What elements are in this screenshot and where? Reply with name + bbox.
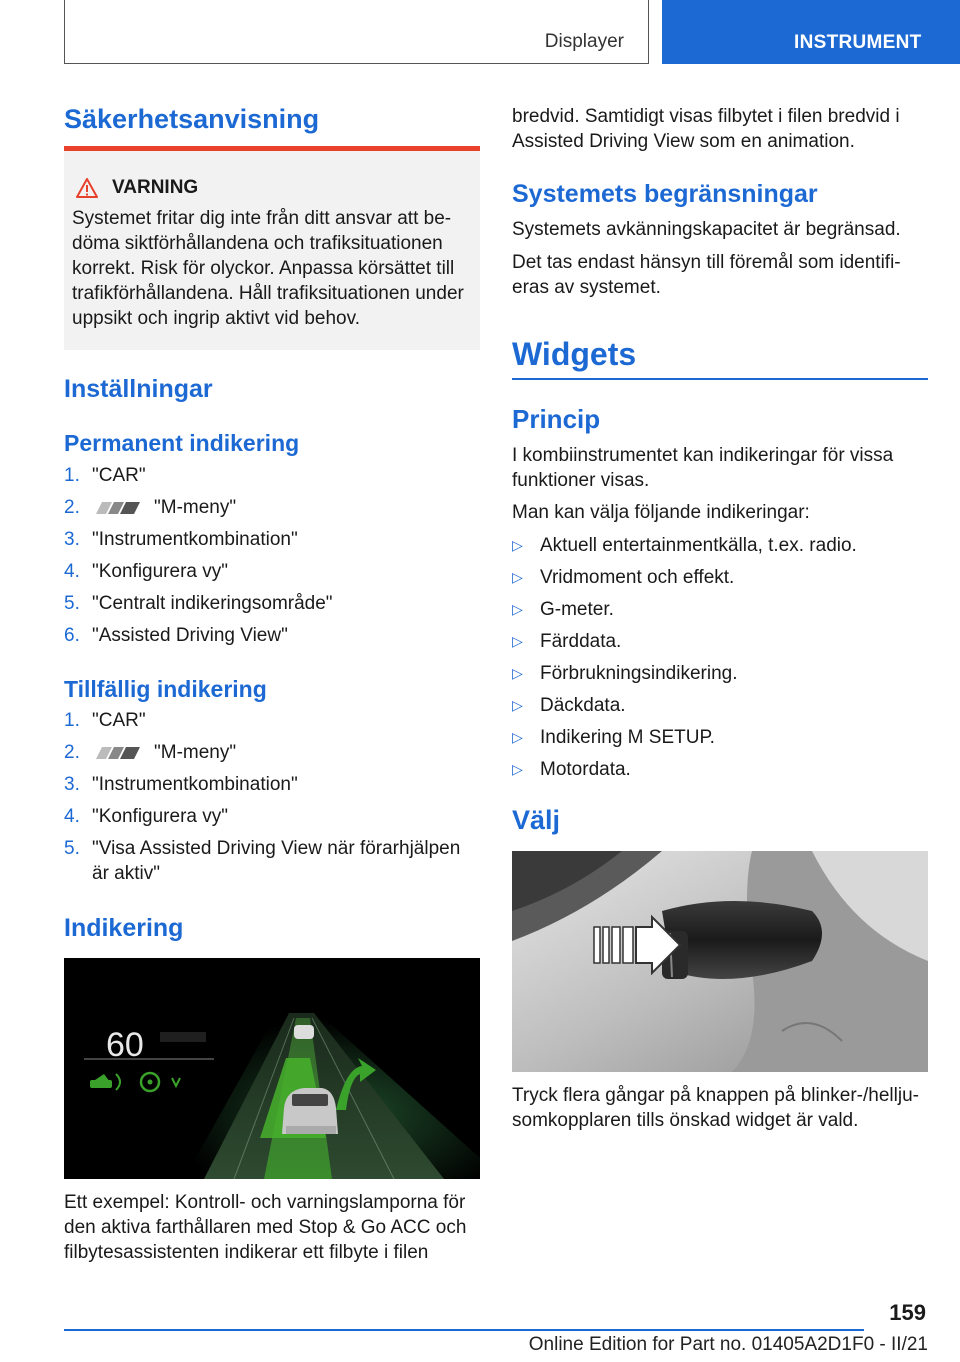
bullet-triangle-icon: ▷ [512, 537, 523, 553]
display-caption: Ett exempel: Kontroll- och varningslamporna för den aktiva farthållaren med Stop & Go ACC och filbytesassistenten indikerar ett filbyte i filen [64, 1192, 467, 1263]
widget-options-list [512, 533, 928, 789]
bullet-triangle-icon: ▷ [512, 633, 523, 649]
settings-title: Inställningar [64, 375, 213, 403]
warning-triangle-icon [76, 178, 98, 198]
principle-title: Princip [512, 404, 601, 434]
list-item: 3. "Instrumentkombination" [64, 529, 298, 550]
cluster-display-illustration [64, 958, 480, 1179]
list-item: 4. "Konfigurera vy" [64, 806, 228, 827]
temporary-steps [64, 708, 480, 893]
footer-divider [64, 1329, 864, 1331]
list-item: 1. "CAR" [64, 465, 146, 486]
principle-paragraph-2: Man kan välja följande indikeringar: [512, 502, 810, 523]
list-item: ▷ Aktuell entertainmentkälla, t.ex. radio. [512, 535, 857, 556]
safety-title: Säkerhetsanvisning [64, 104, 320, 134]
permanent-steps [64, 463, 480, 655]
assisted-driving-view-image [64, 958, 480, 1179]
limits-title: Systemets begränsningar [512, 180, 818, 208]
temporary-title: Tillfällig indikering [64, 676, 267, 702]
permanent-title: Permanent indikering [64, 430, 300, 456]
page-number: 159 [889, 1300, 926, 1325]
bullet-triangle-icon: ▷ [512, 569, 523, 585]
principle-paragraph-1: I kombiinstrumentet kan indikeringar för vissa funktioner visas. [512, 445, 894, 491]
m-logo-icon [92, 747, 140, 759]
header-section-box [64, 0, 649, 64]
turn-signal-stalk-image [512, 851, 928, 1072]
continued-text: bredvid. Samtidigt visas filbytet i filen bredvid i Assisted Driving View som en animation. [512, 106, 900, 152]
warning-label: VARNING [112, 177, 199, 198]
footer-edition: Online Edition for Part no. 01405A2D1F0 - II/21 [528, 1334, 928, 1355]
bullet-triangle-icon: ▷ [512, 601, 523, 617]
limits-paragraph-2: Det tas endast hänsyn till föremål som identifi- eras av systemet. [512, 252, 901, 298]
list-item: 5. "Centralt indikeringsområde" [64, 593, 333, 614]
list-item: 4. "Konfigurera vy" [64, 561, 228, 582]
list-item: 2. "M-meny" [64, 742, 237, 763]
display-title: Indikering [64, 914, 184, 942]
warning-text: Systemet fritar dig inte från ditt ansvar att be- döma siktförhållandena och trafiksituationen korrekt. Risk för olyckor. Anpassa körsättet till trafikförhållandena. Håll trafiksituationen under uppsikt och ingrip aktivt vid behov. [72, 208, 464, 329]
select-title: Välj [512, 805, 561, 835]
header-chapter-tab[interactable] [662, 0, 960, 64]
list-item: 2. "M-meny" [64, 497, 237, 518]
m-logo-icon [92, 502, 140, 514]
display-speed: 60 [106, 1026, 144, 1064]
bullet-triangle-icon: ▷ [512, 729, 523, 745]
stalk-illustration [512, 851, 928, 1072]
limits-paragraph-1: Systemets avkänningskapacitet är begränsad. [512, 219, 901, 240]
list-item: ▷ Motordata. [512, 759, 631, 780]
widgets-title: Widgets [512, 336, 637, 372]
warning-box [64, 146, 480, 350]
header-chapter-label: INSTRUMENT [794, 32, 922, 53]
list-item: ▷ G-meter. [512, 599, 614, 620]
list-item: 5. "Visa Assisted Driving View när förarhjälpen är aktiv" [64, 838, 461, 884]
bullet-triangle-icon: ▷ [512, 665, 523, 681]
list-item: ▷ Färddata. [512, 631, 622, 652]
warning-header [76, 177, 198, 199]
list-item: ▷ Däckdata. [512, 695, 626, 716]
list-item: 6. "Assisted Driving View" [64, 625, 288, 646]
widgets-divider [512, 378, 928, 380]
bullet-triangle-icon: ▷ [512, 761, 523, 777]
list-item: ▷ Indikering M SETUP. [512, 727, 715, 748]
list-item: 3. "Instrumentkombination" [64, 774, 298, 795]
bullet-triangle-icon: ▷ [512, 697, 523, 713]
list-item: 1. "CAR" [64, 710, 146, 731]
select-caption: Tryck flera gångar på knappen på blinker-/hellju- somkopplaren tills önskad widget är vald. [512, 1085, 919, 1131]
list-item: ▷ Förbrukningsindikering. [512, 663, 738, 684]
list-item: ▷ Vridmoment och effekt. [512, 567, 735, 588]
header-section-label: Displayer [544, 31, 624, 52]
